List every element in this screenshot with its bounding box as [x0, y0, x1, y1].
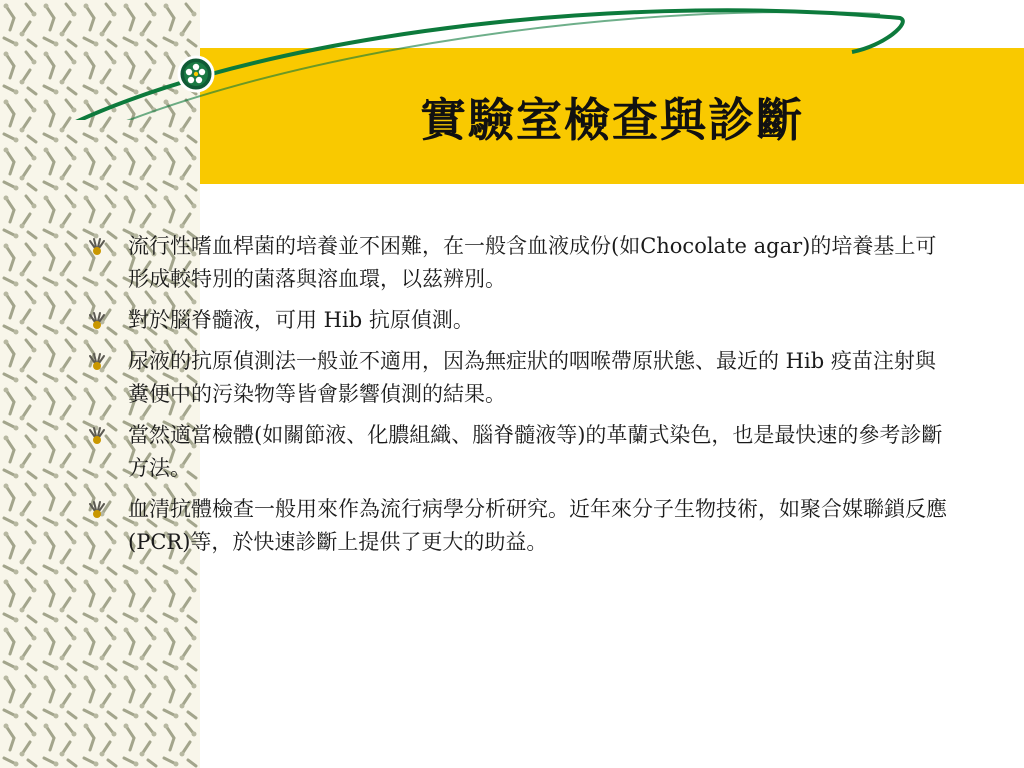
- bullet-text: 尿液的抗原偵測法一般並不適用，因為無症狀的咽喉帶原狀態、最近的 Hib 疫苗注射與糞便中的污染物等皆會影響偵測的結果。: [128, 349, 936, 406]
- bullet-text: 流行性嗜血桿菌的培養並不困難，在一般含血液成份(如Chocolate agar)的培養基上可形成較特別的菌落與溶血環，以茲辨別。: [128, 234, 937, 291]
- bullet-flower-icon: [86, 500, 108, 520]
- bullet-item: [86, 493, 956, 559]
- bullet-item: [86, 230, 956, 296]
- bullet-item: [86, 419, 956, 485]
- bullet-flower-icon: [86, 352, 108, 372]
- bullet-text: 對於腦脊髓液，可用 Hib 抗原偵測。: [128, 308, 474, 332]
- bullet-flower-icon: [86, 311, 108, 331]
- bullet-list: [86, 230, 956, 567]
- bullet-flower-icon: [86, 237, 108, 257]
- bullet-item: [86, 345, 956, 411]
- bullet-item: [86, 304, 956, 337]
- bullet-flower-icon: [86, 426, 108, 446]
- slide-title: 實驗室檢查與診斷: [420, 93, 804, 147]
- bullet-text: 血清抗體檢查一般用來作為流行病學分析研究。近年來分子生物技術，如聚合媒聯鎖反應(PCR)等，於快速診斷上提供了更大的助益。: [128, 497, 947, 554]
- bullet-text: 當然適當檢體(如關節液、化膿組織、腦脊髓液等)的革蘭式染色，也是最快速的參考診斷方法。: [128, 423, 943, 480]
